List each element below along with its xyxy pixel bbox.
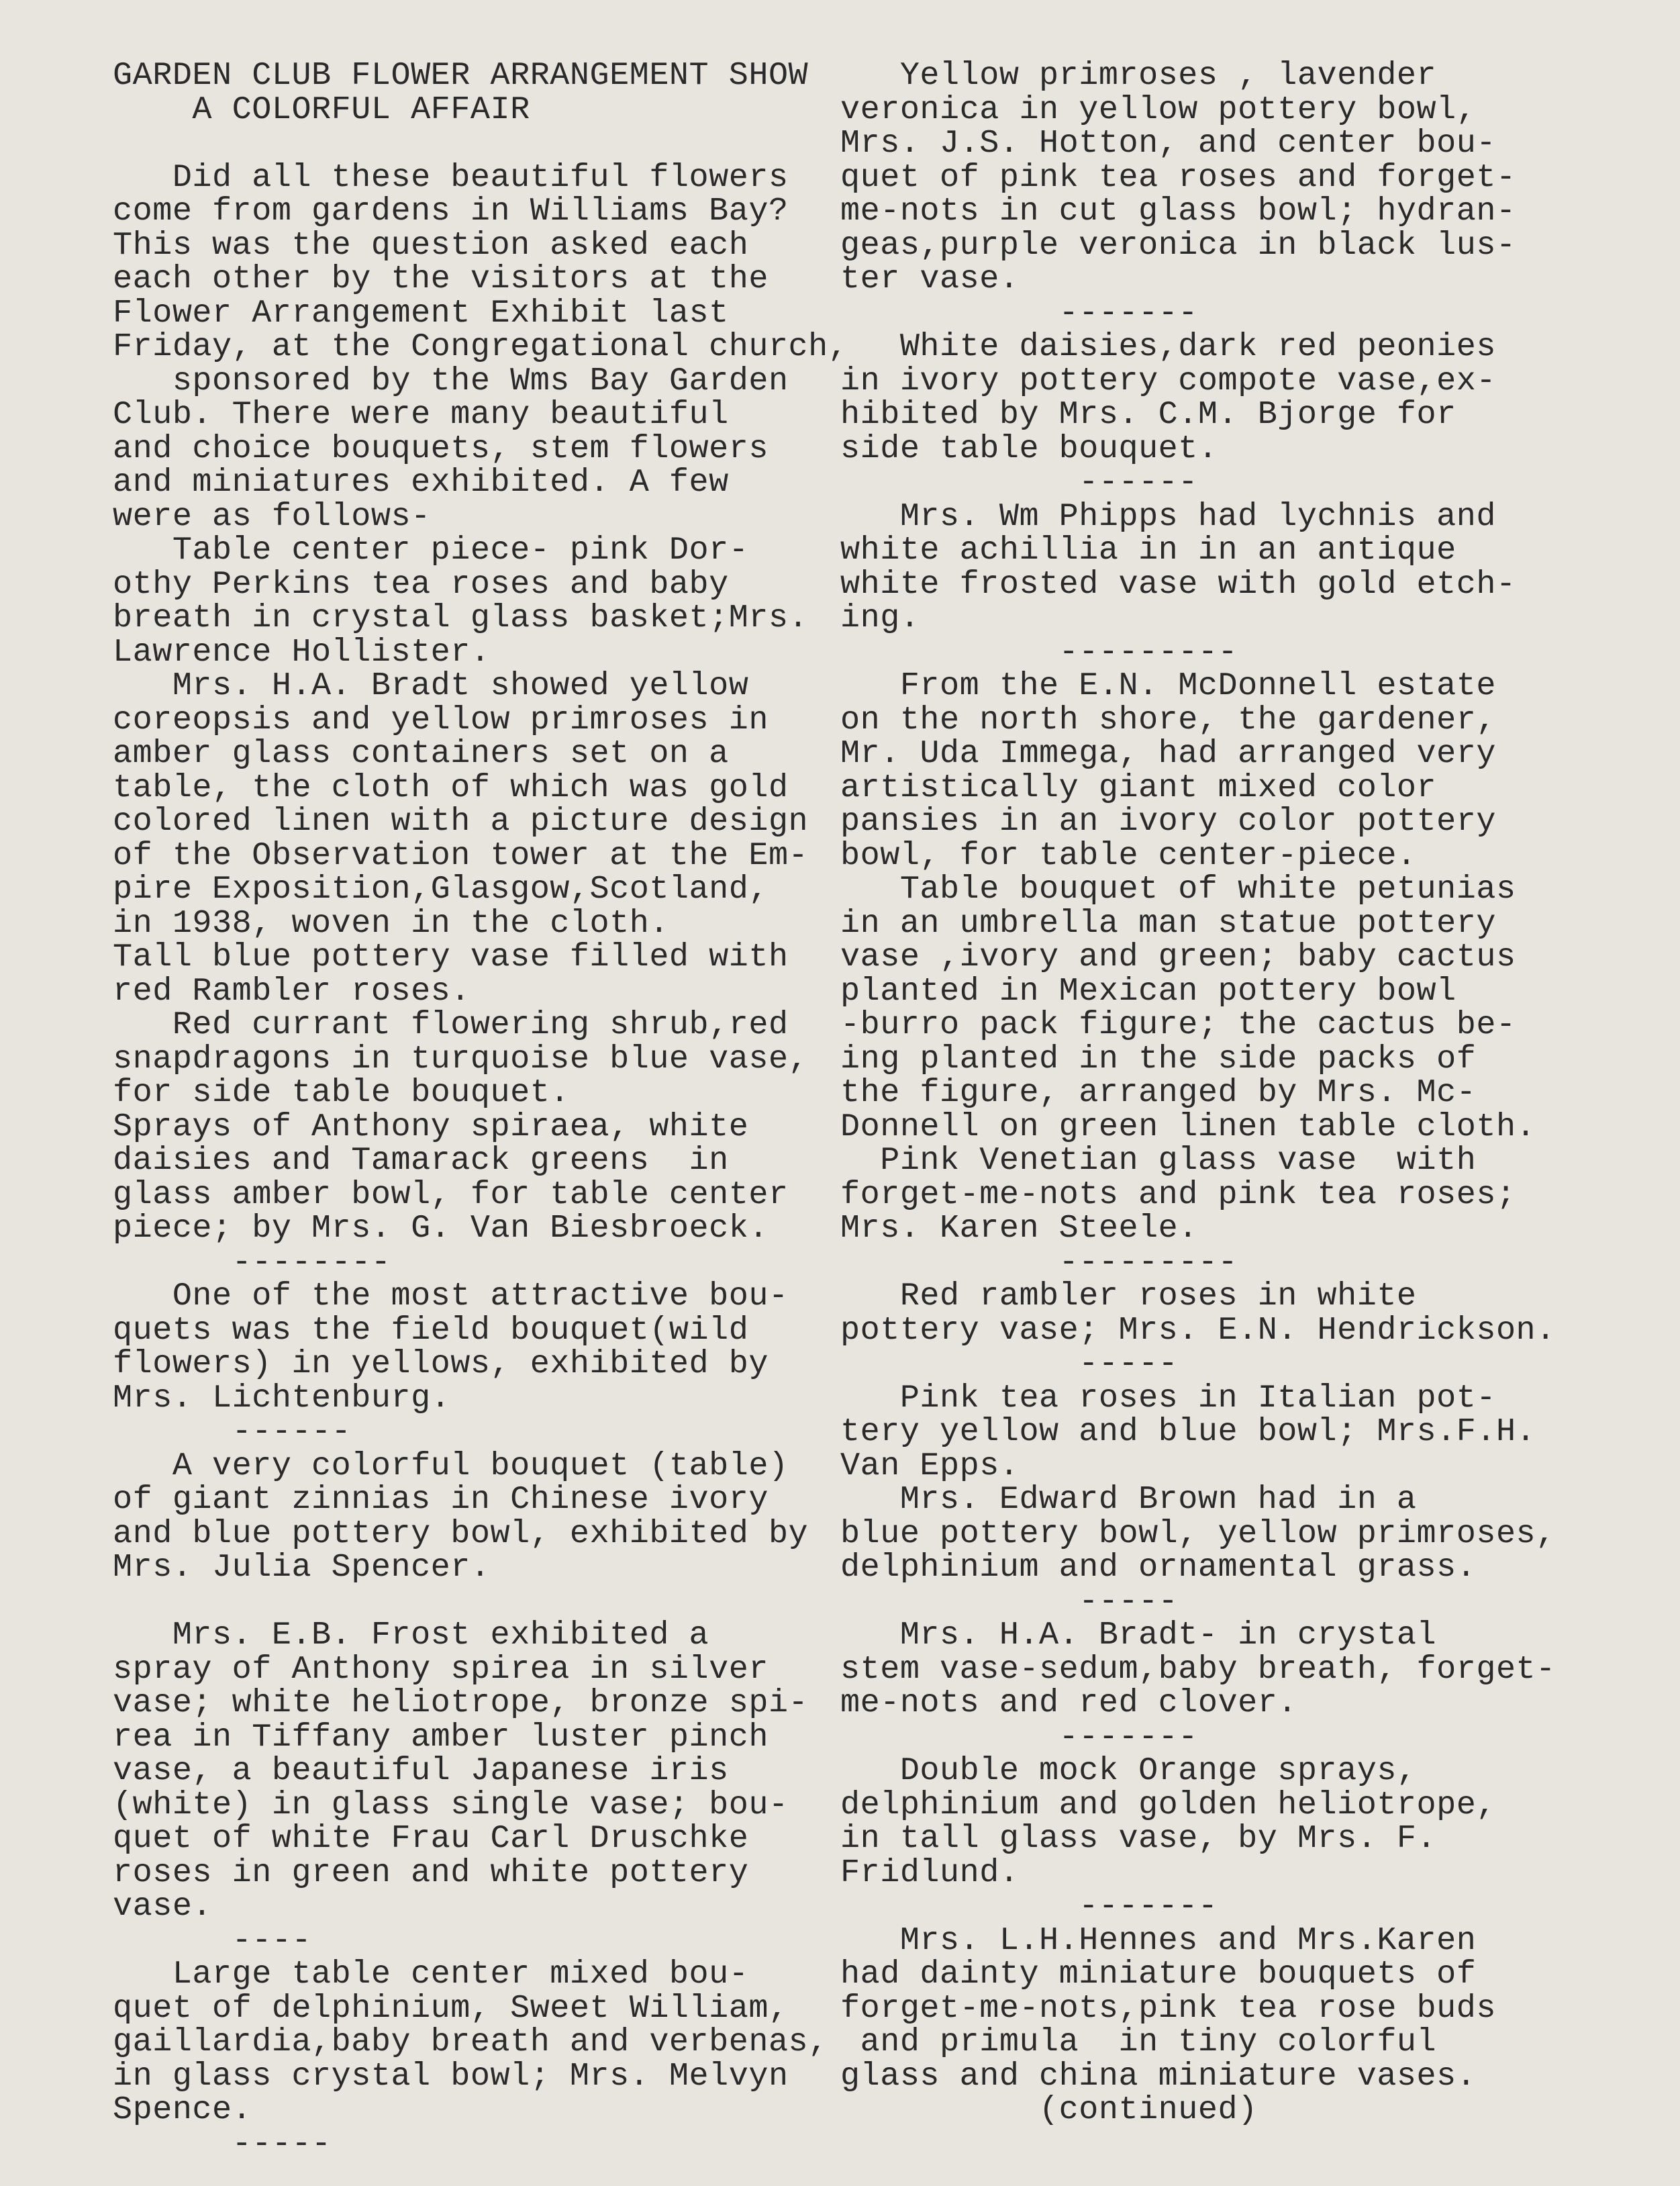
text-line: of giant zinnias in Chinese ivory [113, 1481, 769, 1518]
text-line: and choice bouquets, stem flowers [113, 430, 769, 467]
text-line: vase ,ivory and green; baby cactus [840, 939, 1516, 976]
text-line: amber glass containers set on a [113, 735, 729, 772]
text-line: me-nots in cut glass bowl; hydran- [840, 193, 1516, 230]
text-line: (continued) [840, 2091, 1258, 2128]
text-line: vase. [113, 1888, 213, 1925]
text-line: snapdragons in turquoise blue vase, [113, 1040, 809, 1078]
text-line: tery yellow and blue bowl; Mrs.F.H. [840, 1413, 1536, 1450]
text-line: ------ [113, 1413, 352, 1450]
text-line: Mrs. Edward Brown had in a [840, 1481, 1417, 1518]
text-line: pire Exposition,Glasgow,Scotland, [113, 871, 769, 908]
text-line: me-nots and red clover. [840, 1684, 1297, 1721]
text-line: ------ [840, 464, 1198, 501]
text-line: ----- [113, 2125, 332, 2163]
text-line: --------- [840, 1243, 1238, 1281]
text-line: Table center piece- pink Dor- [113, 532, 749, 569]
text-line: stem vase-sedum,baby breath, forget- [840, 1650, 1556, 1688]
text-line: White daisies,dark red peonies [840, 328, 1496, 365]
text-line: (white) in glass single vase; bou- [113, 1786, 789, 1823]
text-line: sponsored by the Wms Bay Garden [113, 362, 789, 399]
text-line: bowl, for table center-piece. [840, 837, 1417, 874]
text-line: colored linen with a picture design [113, 803, 809, 840]
text-line: From the E.N. McDonnell estate [840, 667, 1496, 704]
text-line: and miniatures exhibited. A few [113, 464, 729, 501]
text-line: -------- [113, 1243, 391, 1281]
text-line: roses in green and white pottery [113, 1854, 749, 1891]
text-line: Donnell on green linen table cloth. [840, 1108, 1536, 1145]
text-line: Tall blue pottery vase filled with [113, 939, 789, 976]
text-line: in 1938, woven in the cloth. [113, 904, 669, 942]
text-line: pottery vase; Mrs. E.N. Hendrickson. [840, 1311, 1556, 1349]
text-line: ------- [840, 1718, 1198, 1756]
text-line: come from gardens in Williams Bay? [113, 193, 789, 230]
text-line: white frosted vase with gold etch- [840, 565, 1516, 603]
text-line: Mrs. Julia Spencer. [113, 1549, 491, 1586]
text-line: Did all these beautiful flowers [113, 158, 789, 196]
text-line: --------- [840, 633, 1238, 671]
text-line: were as follows- [113, 497, 431, 535]
text-line: Large table center mixed bou- [113, 1956, 749, 1993]
text-line: planted in Mexican pottery bowl [840, 972, 1456, 1010]
text-line: of the Observation tower at the Em- [113, 837, 809, 874]
text-line: breath in crystal glass basket;Mrs. [113, 600, 809, 636]
text-line: in tall glass vase, by Mrs. F. [840, 1820, 1437, 1857]
text-line: -burro pack figure; the cactus be- [840, 1006, 1516, 1043]
text-line: coreopsis and yellow primroses in [113, 701, 769, 739]
text-line: Mrs. H.A. Bradt- in crystal [840, 1617, 1437, 1654]
text-line: ----- [840, 1582, 1179, 1620]
text-line: in an umbrella man statue pottery [840, 904, 1496, 942]
text-line: This was the question asked each [113, 226, 749, 264]
text-line: Mrs. H.A. Bradt showed yellow [113, 667, 749, 704]
text-line: Flower Arrangement Exhibit last [113, 294, 729, 332]
text-line: gaillardia,baby breath and verbenas, [113, 2024, 828, 2060]
text-line: delphinium and ornamental grass. [840, 1549, 1477, 1586]
text-line: forget-me-nots,pink tea rose buds [840, 1989, 1496, 2027]
text-line: quet of pink tea roses and forget- [840, 158, 1516, 196]
text-line: ------- [840, 294, 1198, 332]
text-line: One of the most attractive bou- [113, 1278, 789, 1315]
text-line: delphinium and golden heliotrope, [840, 1786, 1496, 1823]
text-line: quets was the field bouquet(wild [113, 1311, 749, 1349]
text-line: Pink tea roses in Italian pot- [840, 1379, 1496, 1417]
text-line: Double mock Orange sprays, [840, 1752, 1417, 1789]
text-line: Yellow primroses , lavender [840, 57, 1437, 94]
text-line [113, 127, 838, 161]
left-column [113, 57, 848, 2163]
text-line: Mrs. Lichtenburg. [113, 1379, 451, 1417]
text-line: artistically giant mixed color [840, 769, 1437, 806]
text-line: A very colorful bouquet (table) [113, 1447, 789, 1484]
text-line: ----- [840, 1345, 1179, 1382]
text-line: red Rambler roses. [113, 972, 471, 1010]
text-line: forget-me-nots and pink tea roses; [840, 1176, 1516, 1213]
text-line: A COLORFUL AFFAIR [113, 91, 530, 128]
text-line: ing. [840, 600, 920, 636]
text-line: on the north shore, the gardener, [840, 701, 1496, 739]
text-line: Mrs. E.B. Frost exhibited a [113, 1617, 709, 1654]
text-line: in ivory pottery compote vase,ex- [840, 362, 1496, 399]
text-line: quet of delphinium, Sweet William, [113, 1989, 789, 2027]
text-line: Mrs. L.H.Hennes and Mrs.Karen [840, 1921, 1477, 1959]
text-line: each other by the visitors at the [113, 260, 769, 297]
text-line: veronica in yellow pottery bowl, [840, 91, 1477, 128]
text-line: table, the cloth of which was gold [113, 769, 789, 806]
text-line: in glass crystal bowl; Mrs. Melvyn [113, 2057, 789, 2095]
right-column [840, 59, 1632, 2128]
text-line [113, 1585, 838, 1619]
text-line: Sprays of Anthony spiraea, white [113, 1108, 749, 1145]
text-line: rea in Tiffany amber luster pinch [113, 1718, 769, 1756]
text-line: glass and china miniature vases. [840, 2057, 1477, 2095]
text-line: piece; by Mrs. G. Van Biesbroeck. [113, 1210, 769, 1247]
text-line: ing planted in the side packs of [840, 1040, 1477, 1078]
text-line: Van Epps. [840, 1447, 1020, 1484]
text-line: Fridlund. [840, 1854, 1020, 1891]
text-line: ------- [840, 1888, 1218, 1925]
text-line: had dainty miniature bouquets of [840, 1956, 1477, 1993]
text-line: Friday, at the Congregational church, [113, 328, 848, 365]
text-line: Pink Venetian glass vase with [840, 1142, 1477, 1179]
text-line: Spence. [113, 2091, 252, 2128]
text-line: Red rambler roses in white [840, 1278, 1417, 1315]
text-line: Lawrence Hollister. [113, 633, 491, 671]
text-line: side table bouquet. [840, 430, 1218, 467]
text-line: and primula in tiny colorful [840, 2024, 1437, 2060]
text-line: hibited by Mrs. C.M. Bjorge for [840, 396, 1456, 433]
text-line: quet of white Frau Carl Druschke [113, 1820, 749, 1857]
text-line: ter vase. [840, 260, 1020, 297]
text-line: Mr. Uda Immega, had arranged very [840, 735, 1496, 772]
text-line: geas,purple veronica in black lus- [840, 226, 1516, 264]
text-line: Club. There were many beautiful [113, 396, 729, 433]
text-line: and blue pottery bowl, exhibited by [113, 1515, 809, 1552]
text-line: spray of Anthony spirea in silver [113, 1650, 769, 1688]
text-line: GARDEN CLUB FLOWER ARRANGEMENT SHOW [113, 57, 809, 94]
text-line: Mrs. J.S. Hotton, and center bou- [840, 125, 1496, 162]
text-line: for side table bouquet. [113, 1074, 570, 1111]
text-line: pansies in an ivory color pottery [840, 803, 1496, 840]
text-line: flowers) in yellows, exhibited by [113, 1345, 769, 1382]
text-line: ---- [113, 1921, 312, 1959]
text-line: Mrs. Wm Phipps had lychnis and [840, 497, 1496, 535]
text-line: blue pottery bowl, yellow primroses, [840, 1515, 1556, 1552]
text-line: Mrs. Karen Steele. [840, 1210, 1198, 1247]
text-line: daisies and Tamarack greens in [113, 1142, 729, 1179]
text-line: glass amber bowl, for table center [113, 1176, 789, 1213]
text-line: white achillia in in an antique [840, 532, 1456, 569]
text-line: vase, a beautiful Japanese iris [113, 1752, 729, 1789]
text-line: othy Perkins tea roses and baby [113, 565, 729, 603]
text-line: Red currant flowering shrub,red [113, 1006, 789, 1043]
text-line: vase; white heliotrope, bronze spi- [113, 1684, 809, 1721]
text-line: Table bouquet of white petunias [840, 871, 1516, 908]
text-line: the figure, arranged by Mrs. Mc- [840, 1074, 1477, 1111]
